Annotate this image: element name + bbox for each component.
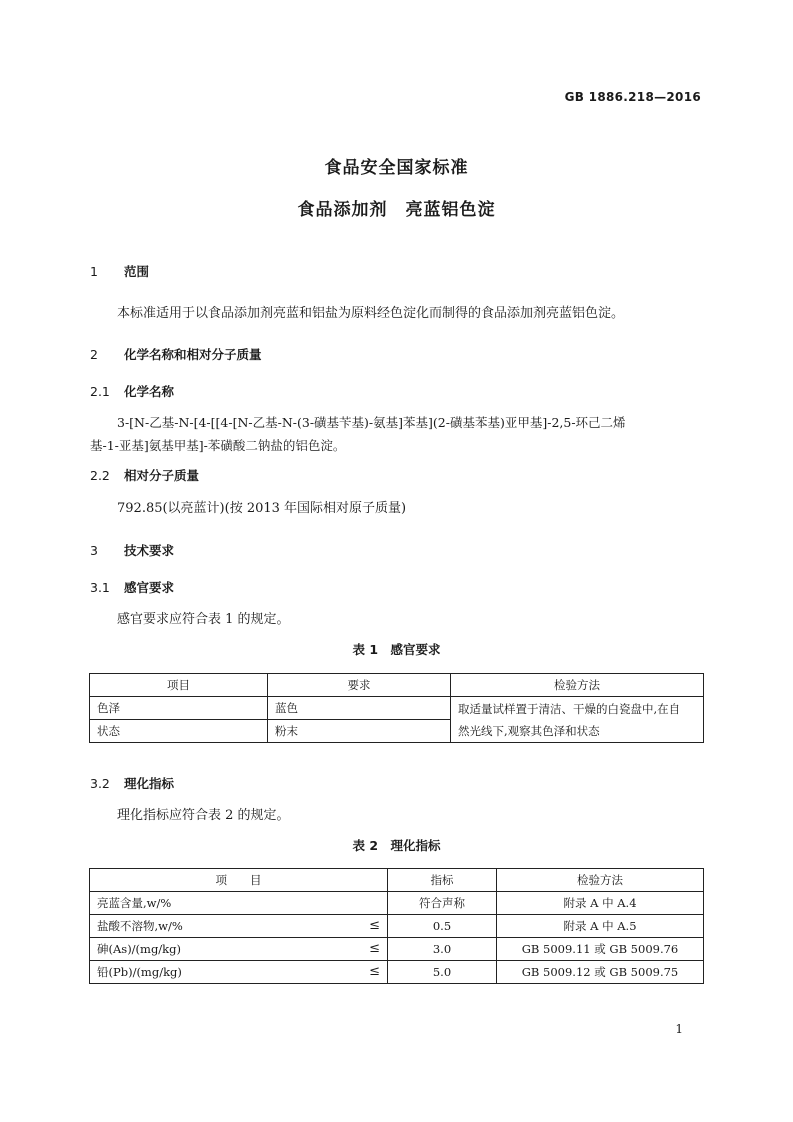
section-number: 3 — [90, 543, 98, 558]
table-row — [90, 697, 704, 720]
section-number: 2.1 — [90, 384, 110, 399]
table-cell: 状态 — [90, 720, 268, 743]
table-cell-method: 附录 A 中 A.4 — [497, 892, 704, 915]
section-title: 化学名称 — [124, 384, 175, 399]
table-cell: 蓝色 — [268, 697, 451, 720]
section-2-heading — [90, 345, 262, 363]
item-label: 砷(As)/(mg/kg) — [97, 942, 181, 956]
table-cell-value: 符合声称 — [388, 892, 497, 915]
section-title: 化学名称和相对分子质量 — [124, 347, 262, 362]
table-cell-value: 5.0 — [388, 961, 497, 984]
table-header-row — [90, 674, 704, 697]
table-header-row — [90, 869, 704, 892]
section-number: 3.1 — [90, 580, 110, 595]
comparator: ≤ — [369, 918, 380, 933]
table-cell-value: 3.0 — [388, 938, 497, 961]
section-title: 理化指标 — [124, 776, 175, 791]
table-1-caption: 表 1 感官要求 — [352, 642, 441, 657]
item-label: 盐酸不溶物,w/% — [97, 919, 183, 933]
section-title: 相对分子质量 — [124, 468, 200, 483]
section-3-1-heading — [90, 578, 174, 596]
table-cell: 粉末 — [268, 720, 451, 743]
table-row — [90, 961, 704, 984]
section-number: 1 — [90, 264, 98, 279]
section-title: 感官要求 — [124, 580, 175, 595]
table-cell-value: 0.5 — [388, 915, 497, 938]
table-row — [90, 892, 704, 915]
section-2-2-heading — [90, 466, 199, 484]
section-title: 技术要求 — [124, 543, 175, 558]
method-line: 然光线下,观察其色泽和状态 — [458, 723, 600, 738]
table-row — [90, 915, 704, 938]
section-1-text: 本标准适用于以食品添加剂亮蓝和铝盐为原料经色淀化而制得的食品添加剂亮蓝铝色淀。 — [117, 306, 625, 321]
item-label: 亮蓝含量,w/% — [97, 896, 172, 910]
section-title: 范围 — [124, 264, 150, 279]
table-cell-item — [90, 961, 388, 984]
table-cell-item — [90, 938, 388, 961]
table-header-cell: 指标 — [388, 869, 497, 892]
item-label: 铅(Pb)/(mg/kg) — [97, 965, 182, 979]
section-number: 3.2 — [90, 776, 110, 791]
page-number: 1 — [675, 1022, 683, 1036]
table-1-sensory — [89, 673, 704, 743]
method-line: 取适量试样置于清洁、干燥的白瓷盘中,在自 — [458, 701, 681, 716]
chemical-name-line2: 基-1-亚基]氨基甲基]-苯磺酸二钠盐的铝色淀。 — [90, 438, 346, 453]
section-1-heading — [90, 262, 149, 280]
section-3-heading — [90, 541, 174, 559]
section-number: 2 — [90, 347, 98, 362]
table-header-cell: 项目 — [90, 674, 268, 697]
section-3-1-text: 感官要求应符合表 1 的规定。 — [117, 612, 290, 627]
table-2-caption: 表 2 理化指标 — [352, 838, 441, 853]
table-cell-method: 附录 A 中 A.5 — [497, 915, 704, 938]
table-row — [90, 938, 704, 961]
table-cell: 色泽 — [90, 697, 268, 720]
section-3-2-text: 理化指标应符合表 2 的规定。 — [117, 808, 290, 823]
section-3-2-heading — [90, 774, 174, 792]
table-2-physicochemical — [89, 868, 704, 984]
table-cell-method: GB 5009.12 或 GB 5009.75 — [497, 961, 704, 984]
table-header-cell: 检验方法 — [451, 674, 704, 697]
title-sub: 食品添加剂 亮蓝铝色淀 — [297, 200, 496, 220]
table-header-cell: 检验方法 — [497, 869, 704, 892]
table-cell-method — [451, 697, 704, 743]
section-number: 2.2 — [90, 468, 110, 483]
table-header-cell: 项 目 — [90, 869, 388, 892]
chemical-name-line1: 3-[N-乙基-N-[4-[[4-[N-乙基-N-(3-磺基苄基)-氨基]苯基](2-磺基苯基)亚甲基]-2,5-环己二烯 — [117, 415, 626, 430]
comparator: ≤ — [369, 964, 380, 979]
section-2-1-heading — [90, 382, 174, 400]
comparator: ≤ — [369, 941, 380, 956]
table-cell-item — [90, 892, 388, 915]
table-cell-method: GB 5009.11 或 GB 5009.76 — [497, 938, 704, 961]
table-cell-item — [90, 915, 388, 938]
table-header-cell: 要求 — [268, 674, 451, 697]
standard-number: GB 1886.218—2016 — [564, 90, 701, 104]
title-main: 食品安全国家标准 — [324, 158, 469, 178]
molecular-mass-text: 792.85(以亮蓝计)(按 2013 年国际相对原子质量) — [117, 501, 407, 516]
